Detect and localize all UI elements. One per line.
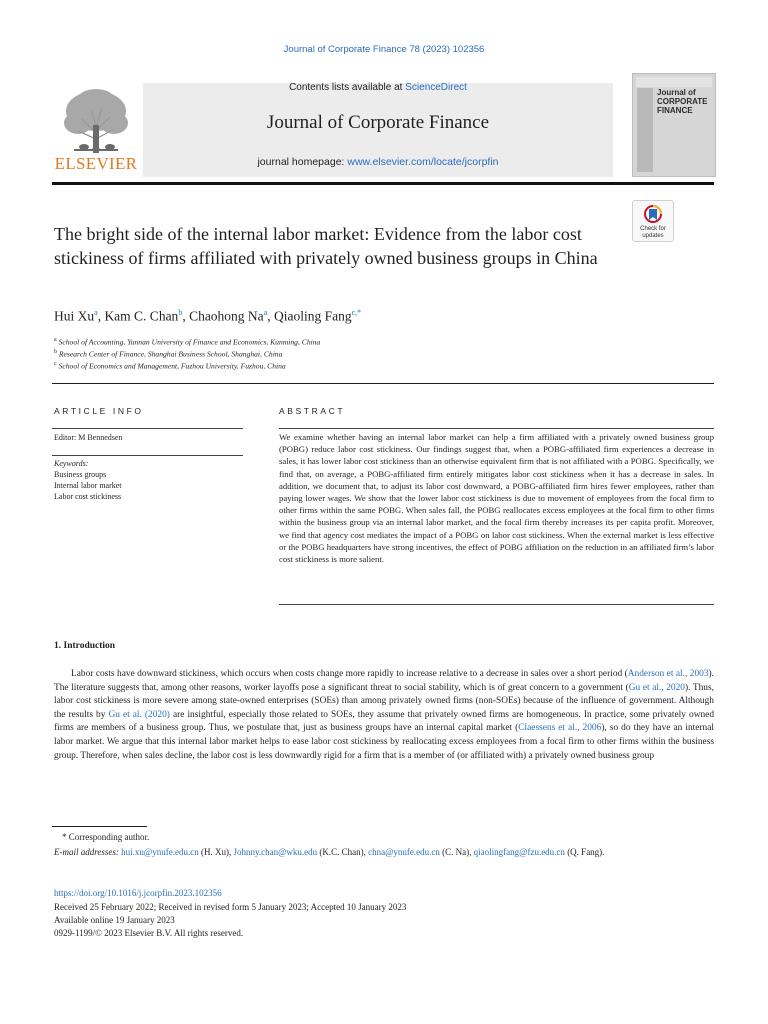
homepage-prefix: journal homepage: bbox=[257, 156, 348, 168]
email-owner: (Q. Fang). bbox=[564, 847, 605, 857]
header-rule bbox=[52, 182, 714, 185]
affiliation-text: School of Economics and Management, Fuzhou University, Fuzhou, China bbox=[58, 361, 286, 371]
keywords-label: Keywords: bbox=[54, 459, 89, 468]
journal-citation[interactable]: Journal of Corporate Finance 78 (2023) 102356 bbox=[283, 44, 485, 55]
affiliation-sup: a bbox=[54, 337, 57, 343]
corresponding-author-note: * Corresponding author. bbox=[62, 832, 150, 842]
received-dates: Received 25 February 2022; Received in revised form 5 January 2023; Accepted 10 January 2023 bbox=[54, 902, 407, 912]
check-for-updates-button[interactable] bbox=[632, 200, 674, 242]
editor-line: Editor: M Bennedsen bbox=[54, 433, 123, 442]
abstract-rule bbox=[279, 428, 714, 429]
journal-cover-thumbnail[interactable] bbox=[632, 73, 716, 177]
email-addresses bbox=[54, 846, 714, 860]
author-separator: , bbox=[267, 308, 274, 324]
author-sup[interactable]: a bbox=[263, 308, 268, 317]
introduction-heading: 1. Introduction bbox=[54, 641, 116, 651]
contents-line bbox=[143, 82, 613, 93]
author-sup[interactable]: b bbox=[178, 308, 183, 317]
email-link[interactable]: qiaolingfang@fzu.edu.cn bbox=[473, 847, 565, 857]
section-rule bbox=[52, 383, 714, 384]
doi-link[interactable]: https://doi.org/10.1016/j.jcorpfin.2023.102356 bbox=[54, 888, 222, 898]
available-online: Available online 19 January 2023 bbox=[54, 915, 175, 925]
author-sup[interactable]: a bbox=[94, 308, 98, 317]
sciencedirect-link[interactable]: ScienceDirect bbox=[405, 82, 467, 93]
body-text: ). The literature suggests that, among other reasons, worker layoffs pose a significant threat to social stability, which is of great concern to a government ( bbox=[54, 669, 715, 693]
citation-link[interactable]: Gu et al., 2020 bbox=[628, 682, 685, 693]
author-sup[interactable]: c,* bbox=[351, 308, 362, 317]
article-info-rule bbox=[52, 428, 243, 429]
introduction-paragraph bbox=[54, 668, 714, 763]
author-name: Qiaoling Fang bbox=[274, 308, 352, 324]
article-title: The bright side of the internal labor market: Evidence from the labor cost stickiness of firms affiliated with privately owned business groups in China bbox=[54, 224, 598, 268]
citation-link[interactable]: Claessens et al., 2006 bbox=[518, 723, 602, 734]
author-name: Chaohong Na bbox=[189, 308, 264, 324]
cover-top-band bbox=[636, 77, 712, 87]
check-for-updates-label: Check for updates bbox=[640, 226, 666, 239]
bookmark-check-icon bbox=[644, 205, 662, 225]
cover-side-strip bbox=[637, 88, 653, 172]
citation-link[interactable]: Gu et al. (2020) bbox=[108, 709, 170, 720]
footnote-rule bbox=[52, 826, 147, 827]
introduction-body bbox=[54, 668, 714, 763]
contents-prefix: Contents lists available at bbox=[289, 82, 406, 93]
affiliation-text: School of Accounting, Yunnan University of Finance and Economics, Kunming, China bbox=[58, 337, 321, 347]
body-text: ). Thus, labor cost stickiness is more severe among state-owned enterprises (SOEs) than among privately owned firms (non-SOEs) because of the influence of government. Although the results by bbox=[54, 682, 714, 720]
abstract-bottom-rule bbox=[279, 604, 714, 605]
article-info-rule bbox=[52, 455, 243, 456]
body-text: Labor costs have downward stickiness, which occurs when costs change more rapidly to increase relative to a decrease in sales over a short period ( bbox=[71, 669, 628, 679]
author-separator: , bbox=[97, 308, 105, 324]
email-owner: (K.C. Chan), bbox=[317, 847, 369, 857]
email-label: E-mail addresses: bbox=[54, 847, 122, 857]
body-text: are insightful, especially those related to SOEs, they assume that privately owned firms are homogeneous. In practice, some privately owned firms are members of a business group. Thus, we postulate that, just as business groups have an internal capital market ( bbox=[54, 709, 715, 734]
abstract-heading: ABSTRACT bbox=[279, 406, 346, 416]
journal-homepage bbox=[143, 156, 613, 168]
body-text: ), so do they have an internal labor market. We argue that this internal labor market helps to ease labor cost stickiness by reallocating excess employees from a focal firm to other firms within the business group. Therefore, when sales decline, the labor cost is less downwardly rigid for a firm that is a member of (or affiliated with) a privately owned business group bbox=[54, 723, 714, 761]
email-owner: (H. Xu), bbox=[198, 847, 234, 857]
email-link[interactable]: Johnny.chan@wku.edu bbox=[233, 847, 318, 857]
journal-title: Journal of Corporate Finance bbox=[266, 112, 490, 133]
affiliation bbox=[54, 361, 286, 371]
affiliation-sup: b bbox=[54, 349, 57, 355]
affiliation bbox=[54, 349, 282, 359]
keyword: Internal labor market bbox=[54, 481, 122, 490]
article-info-heading: ARTICLE INFO bbox=[54, 406, 144, 416]
author-list bbox=[54, 308, 361, 325]
email-link[interactable]: chna@ynufe.edu.cn bbox=[368, 847, 440, 857]
keyword: Labor cost stickiness bbox=[54, 492, 122, 501]
affiliation-sup: c bbox=[54, 361, 57, 367]
author-name: Hui Xu bbox=[54, 308, 95, 324]
homepage-link[interactable]: www.elsevier.com/locate/jcorpfin bbox=[347, 156, 499, 168]
copyright: 0929-1199/© 2023 Elsevier B.V. All rights reserved. bbox=[54, 928, 244, 938]
affiliation bbox=[54, 337, 320, 347]
affiliation-text: Research Center of Finance, Shanghai Business School, Shanghai, China bbox=[58, 349, 283, 359]
citation-link[interactable]: Anderson et al., 2003 bbox=[627, 669, 709, 679]
abstract-text: We examine whether having an internal labor market can help a firm affiliated with a privately owned business group (POBG) reduce labor cost stickiness. Our findings suggest that, when a POBG-affiliated firm experiences a decrease in sales, it has lower labor cost stickiness than an otherwise equivalent firm that is not affiliated with a POBG. Specifically, we find that, on average, a POBG-affiliated firm entirely mitigates labor cost stickiness when it has a decrease in sales. In addition, we document that, to adjust its labor cost downward, a POBG-affiliated firm hires fewer employees, rather than paying lower wages. We show that the lower labor cost stickiness is due to movement of employees from the focal firm to other firms within the same POBG. When sales fall, the POBG reallocates excess employees at the focal firm to other firms within the business group via an internal labor market, and the focal firm thereby increases its per capita profit. Moreover, we find that agency cost mediates the impact of a POBG on labor cost stickiness. When the external market is less effective or the POBG headquarters have strong incentives, the effect of POBG affiliation on the reduction in an affiliated firm’s labor cost stickiness is more salient. bbox=[279, 432, 714, 565]
elsevier-wordmark: ELSEVIER bbox=[54, 154, 138, 173]
author-name: Kam C. Chan bbox=[104, 308, 179, 324]
email-link[interactable]: hui.xu@ynufe.edu.cn bbox=[121, 847, 199, 857]
cover-title: Journal of CORPORATE FINANCE bbox=[657, 88, 708, 115]
keyword: Business groups bbox=[54, 470, 107, 479]
author-separator: , bbox=[182, 308, 190, 324]
email-owner: (C. Na), bbox=[439, 847, 474, 857]
